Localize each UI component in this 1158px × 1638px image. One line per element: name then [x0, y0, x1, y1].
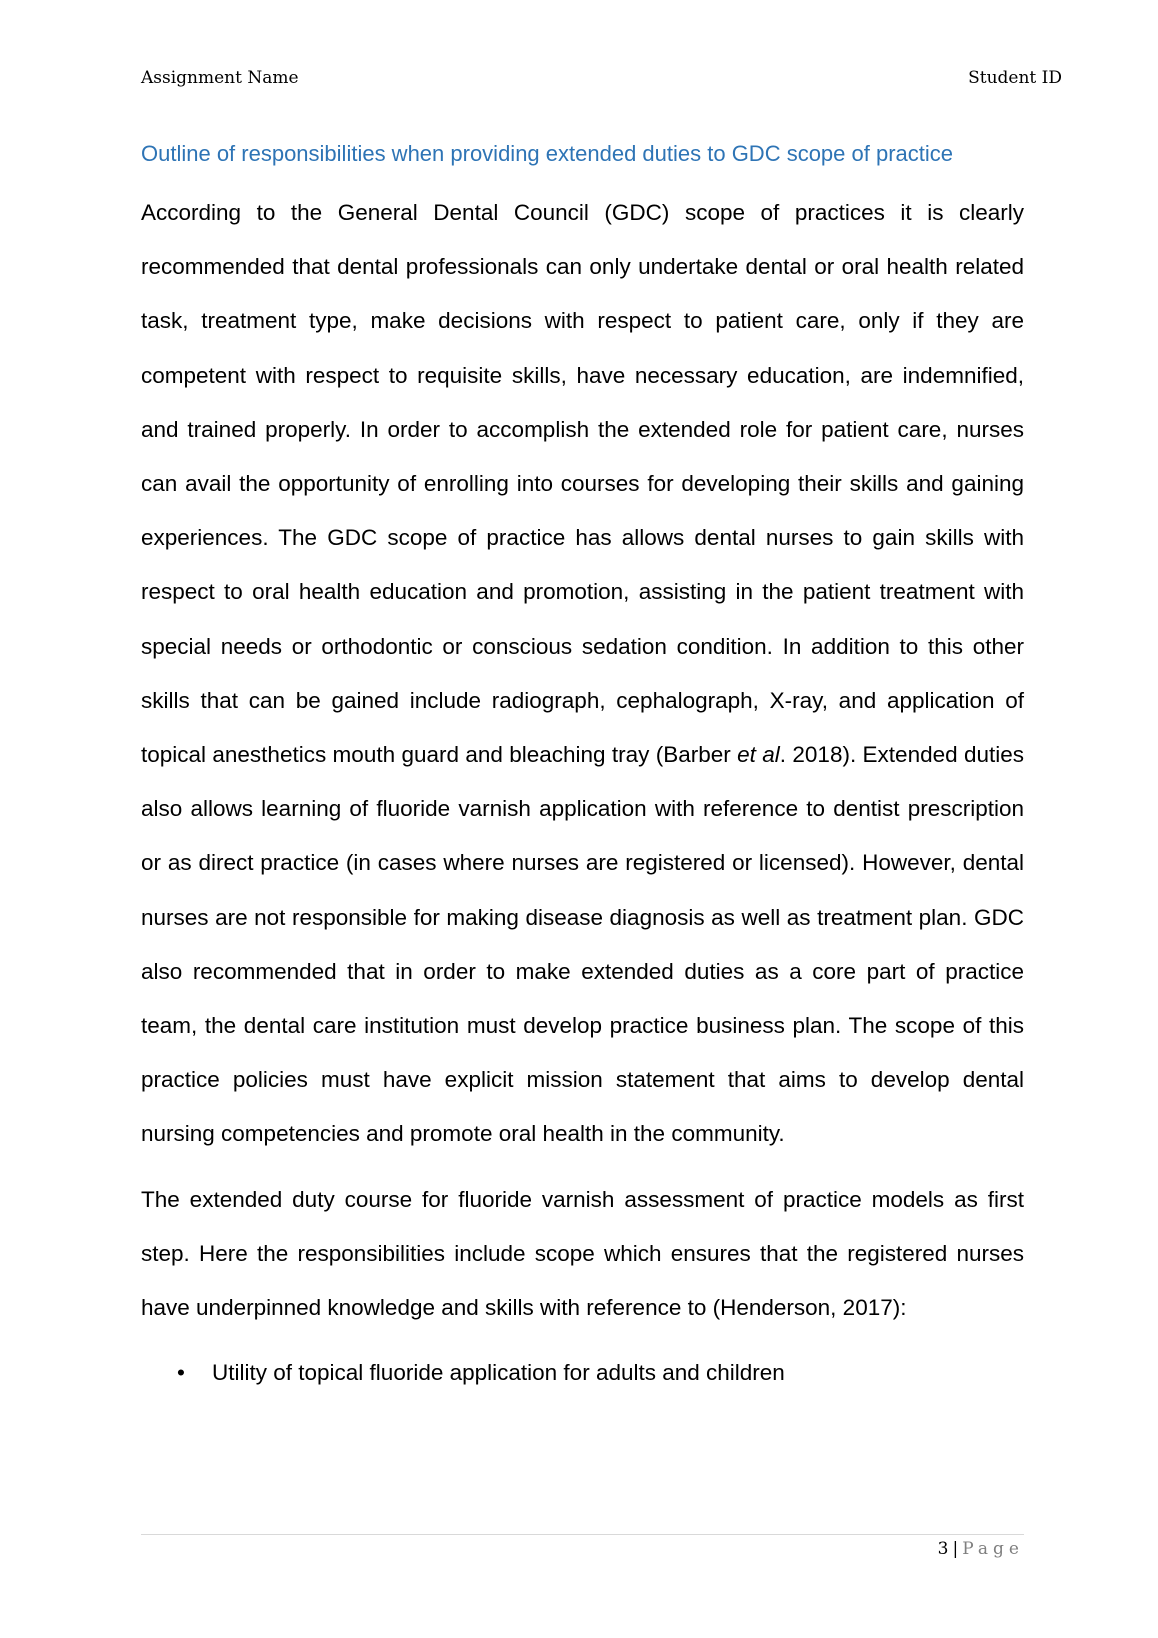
section-heading: Outline of responsibilities when providing extended duties to GDC scope of practice: [141, 141, 954, 166]
bullet-icon: •: [177, 1360, 185, 1386]
page-number: 3: [937, 1539, 949, 1559]
page-header: [141, 68, 1062, 94]
document-body: [141, 138, 1024, 1400]
bullet-list: [141, 1346, 1024, 1400]
paragraph-1-part-2: . 2018). Extended duties also allows learning of fluoride varnish application with reference to dentist prescription or as direct practice (in cases where nurses are registered or licensed). However, dental nurses are not responsible for making disease diagnosis as well as treatment plan. GDC also recommended that in order to make extended duties as a core part of practice team, the dental care institution must develop practice business plan. The scope of this practice policies must have explicit mission statement that aims to develop dental nursing competencies and promote oral health in the community.: [141, 742, 1025, 1147]
paragraph-1-part-1: According to the General Dental Council (GDC) scope of practices it is clearly recommended that dental professionals can only undertake dental or oral health related task, treatment type, make decisions with respect to patient care, only if they are competent with respect to requisite skills, have necessary education, are indemnified, and trained properly. In order to accomplish the extended role for patient care, nurses can avail the opportunity of enrolling into courses for developing their skills and gaining experiences. The GDC scope of practice has allows dental nurses to gain skills with respect to oral health education and promotion, assisting in the patient treatment with special needs or orthodontic or conscious sedation condition. In addition to this other skills that can be gained include radiograph, cephalograph, X-ray, and application of topical anesthetics mouth guard and bleaching tray (Barber: [141, 200, 1024, 768]
citation-et-al: et al: [737, 742, 780, 768]
list-item: [141, 1346, 1024, 1400]
footer-divider: [141, 1534, 1024, 1535]
page-label: Page: [962, 1539, 1024, 1559]
page-footer: [938, 1536, 1024, 1562]
assignment-name: Assignment Name: [141, 68, 299, 88]
page-separator: |: [952, 1539, 959, 1559]
paragraph-2: The extended duty course for fluoride varnish assessment of practice models as first step. Here the responsibilities include scope which ensures that the registered nurses have underpinned knowledge and skills with reference to (Henderson, 2017):: [141, 1186, 1024, 1321]
list-item-text: Utility of topical fluoride application for adults and children: [212, 1360, 785, 1386]
paragraph-1: [141, 186, 1024, 1162]
student-id: Student ID: [968, 68, 1062, 88]
